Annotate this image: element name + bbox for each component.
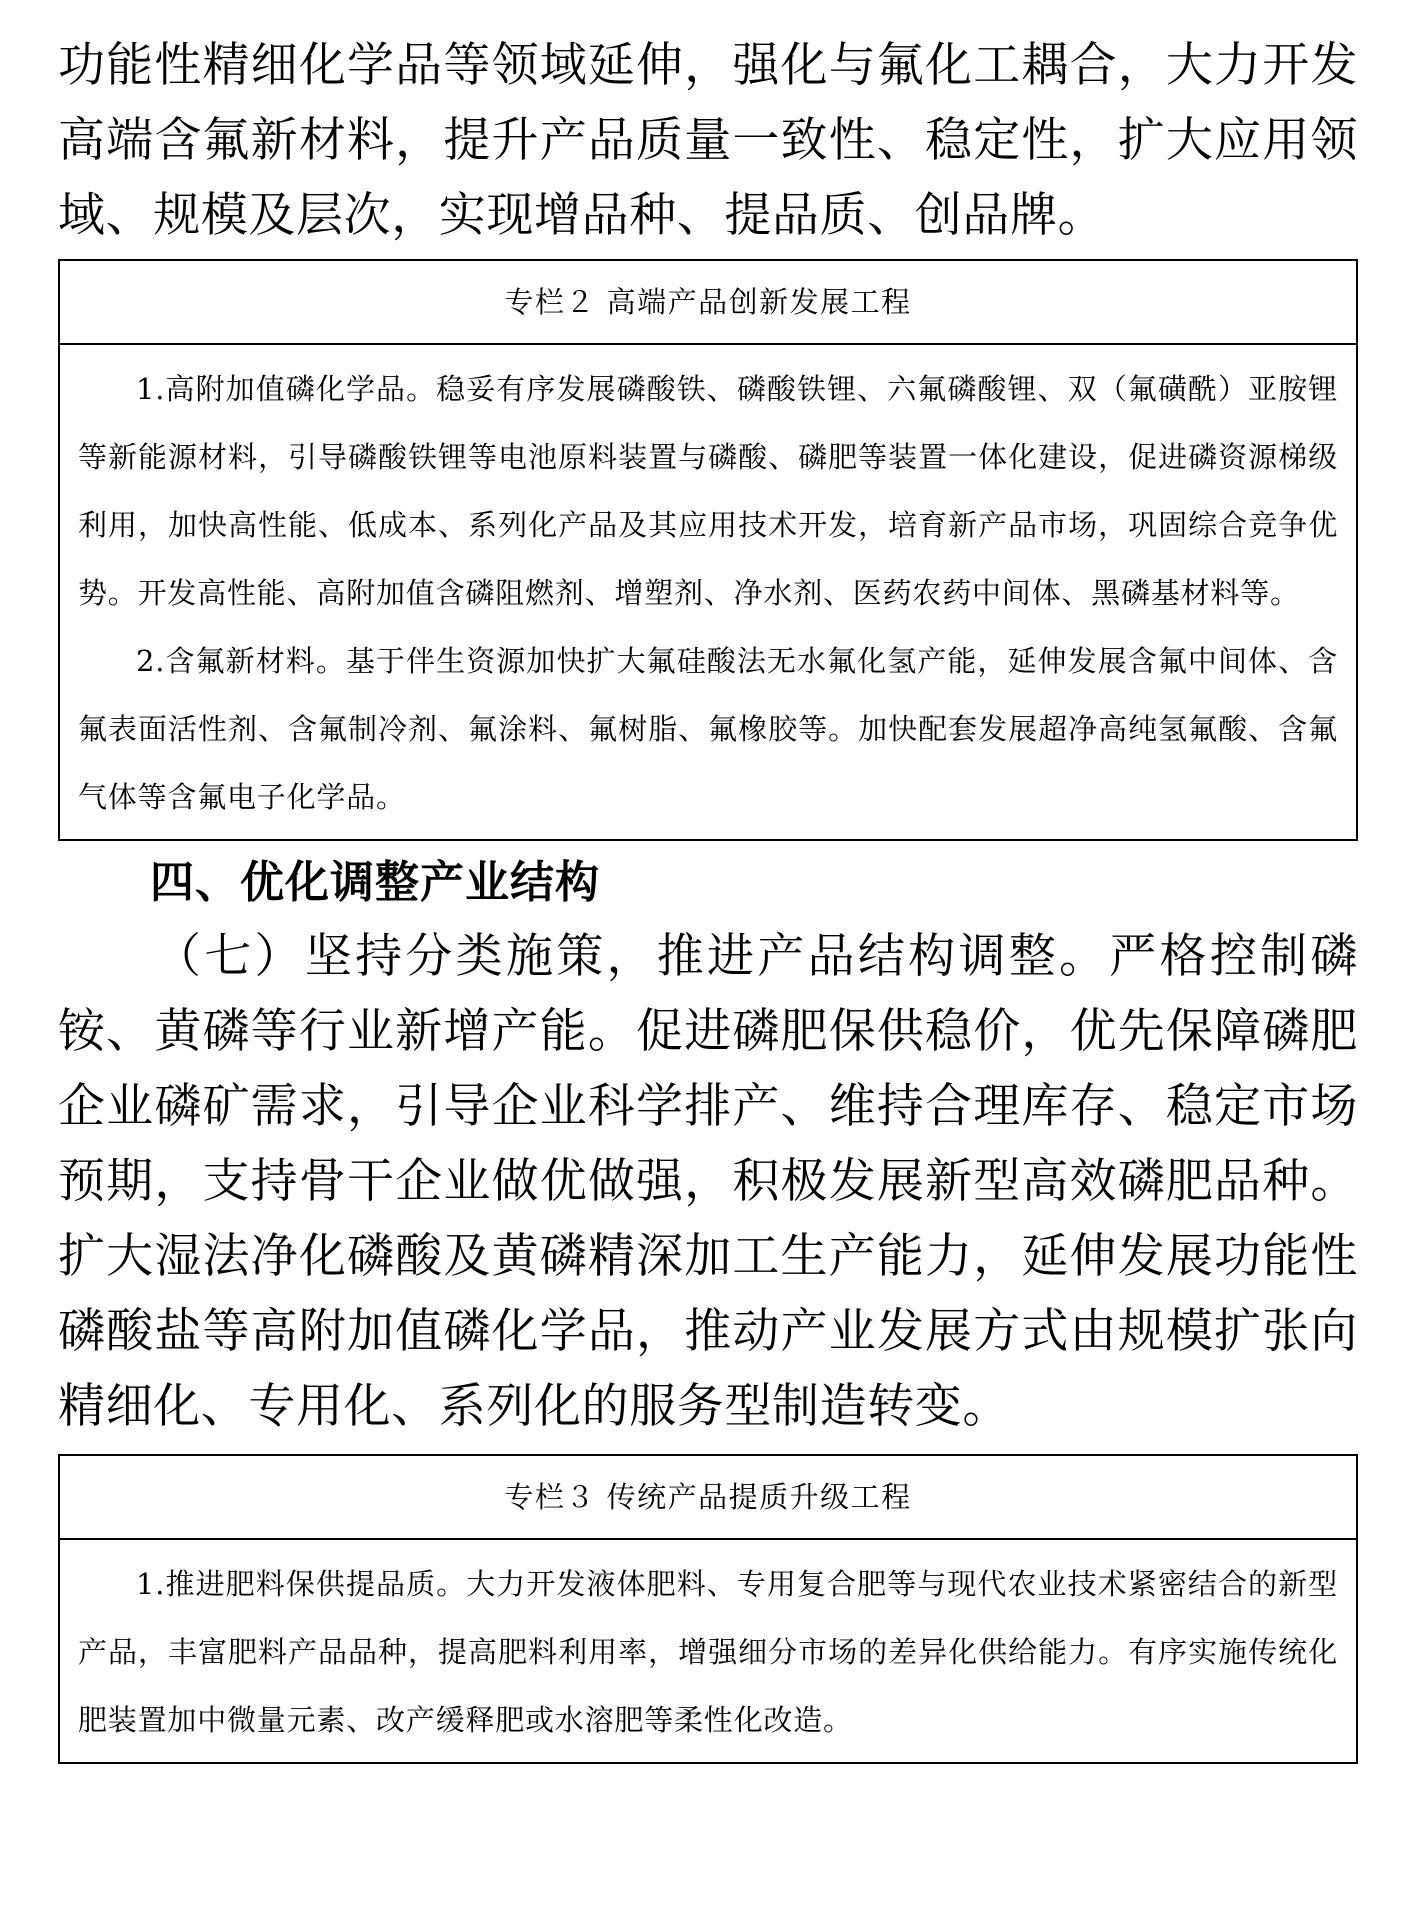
column-2-item: 2.含氟新材料。基于伴生资源加快扩大氟硅酸法无水氟化氢产能，延伸发展含氟中间体、含氟表面活性剂、含氟制冷剂、氟涂料、氟树脂、氟橡胶等。加快配套发展超净高纯氢氟酸、含氟气体等含氟电子化学品。 — [78, 644, 1338, 814]
section-4-paragraph: （七）坚持分类施策，推进产品结构调整。严格控制磷铵、黄磷等行业新增产能。促进磷肥保供稳价，优先保障磷肥企业磷矿需求，引导企业科学排产、维持合理库存、稳定市场预期，支持骨干企业做优做强，积极发展新型高效磷肥品种。扩大湿法净化磷酸及黄磷精深加工生产能力，延伸发展功能性磷酸盐等高附加值磷化学品，推动产业发展方式由规模扩张向精细化、专用化、系列化的服务型制造转变。 — [58, 929, 1358, 1434]
column-3-box — [58, 1454, 1358, 1764]
column-2-body — [60, 345, 1356, 839]
column-3-body — [60, 1540, 1356, 1762]
document-page — [58, 28, 1358, 1764]
column-2-item: 1.高附加值磷化学品。稳妥有序发展磷酸铁、磷酸铁锂、六氟磷酸锂、双（氟磺酰）亚胺锂等新能源材料，引导磷酸铁锂等电池原料装置与磷酸、磷肥等装置一体化建设，促进磷资源梯级利用，加快高性能、低成本、系列化产品及其应用技术开发，培育新产品市场，巩固综合竞争优势。开发高性能、高附加值含磷阻燃剂、增塑剂、净水剂、医药农药中间体、黑磷基材料等。 — [78, 372, 1338, 610]
column-2-title: 专栏２ 高端产品创新发展工程 — [60, 261, 1356, 345]
column-3-title: 专栏３ 传统产品提质升级工程 — [60, 1456, 1356, 1540]
section-4-heading: 四、优化调整产业结构 — [150, 857, 600, 908]
column-2-box — [58, 259, 1358, 841]
column-3-item: 1.推进肥料保供提品质。大力开发液体肥料、专用复合肥等与现代农业技术紧密结合的新型产品，丰富肥料产品品种，提高肥料利用率，增强细分市场的差异化供给能力。有序实施传统化肥装置加中微量元素、改产缓释肥或水溶肥等柔性化改造。 — [78, 1567, 1338, 1737]
intro-paragraph: 功能性精细化学品等领域延伸，强化与氟化工耦合，大力开发高端含氟新材料，提升产品质量一致性、稳定性，扩大应用领域、规模及层次，实现增品种、提品质、创品牌。 — [58, 38, 1358, 243]
